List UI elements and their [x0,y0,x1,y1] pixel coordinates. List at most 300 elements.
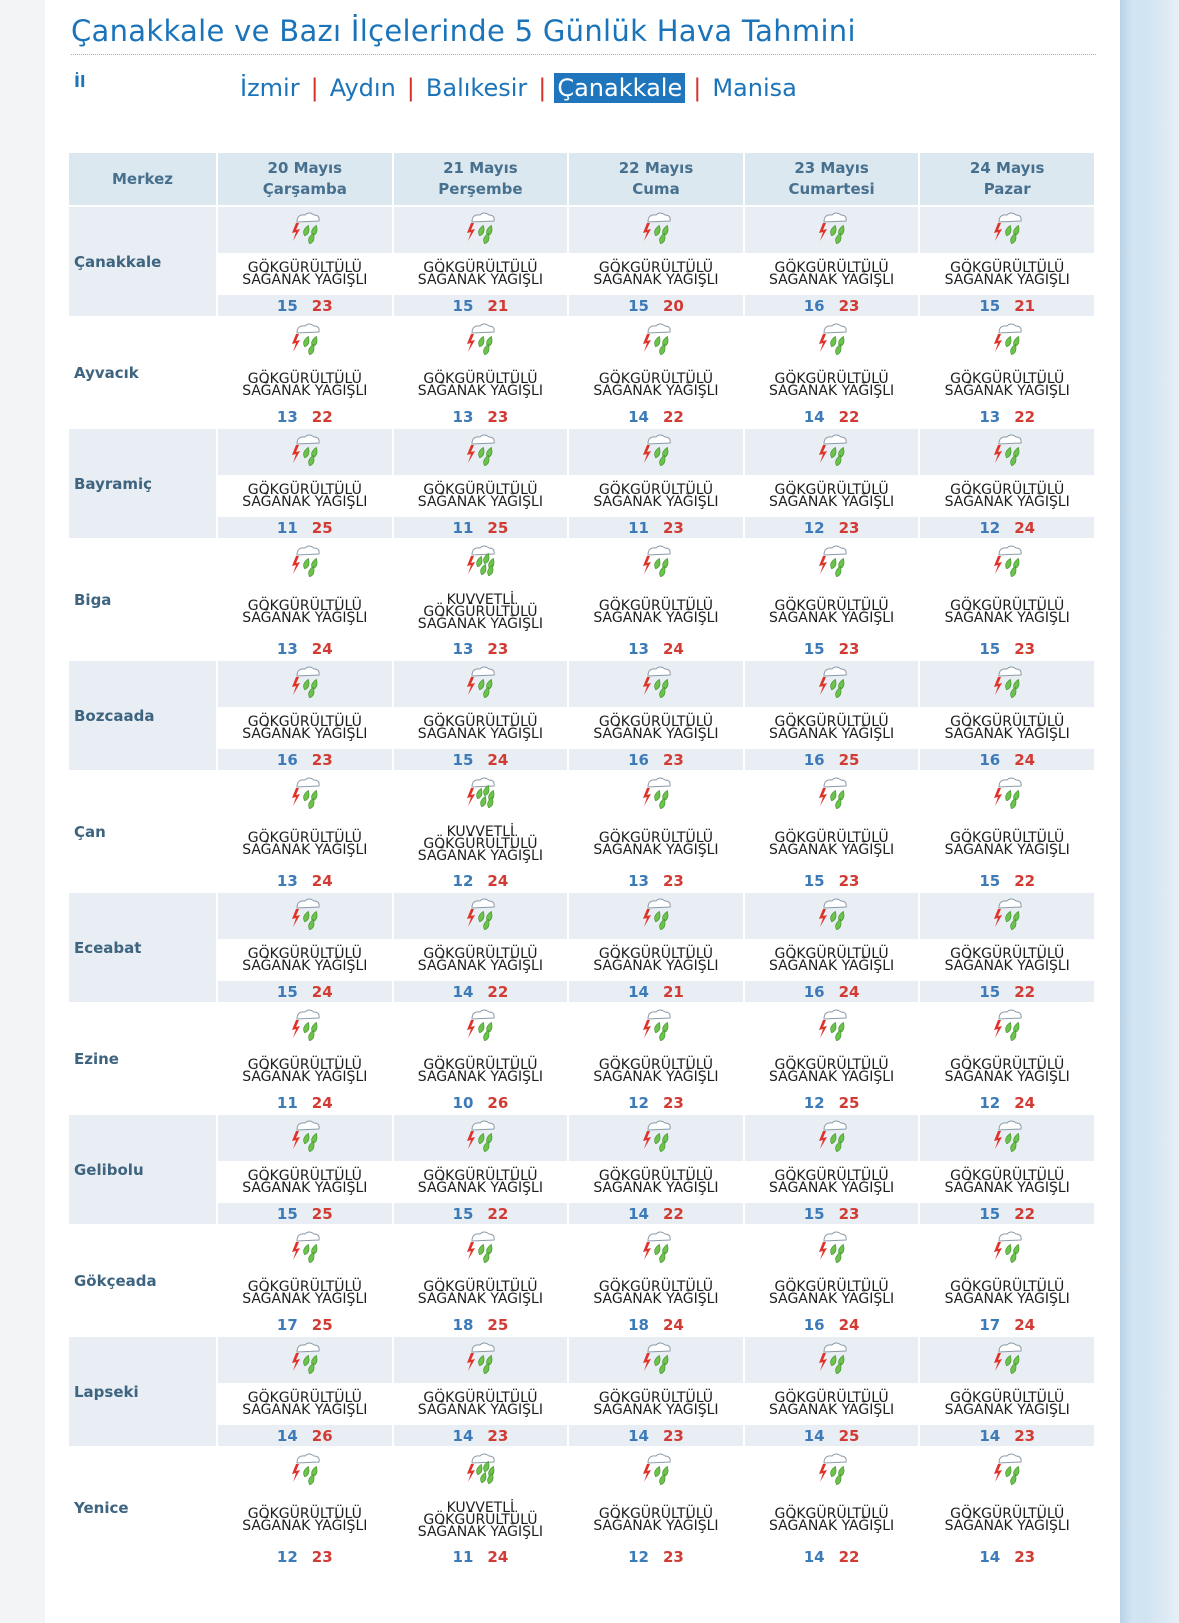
min-temp: 16 [979,750,1001,769]
weather-icon-cell [920,661,1094,707]
city-desc-row [69,1496,1094,1544]
thunder-showers-icon [814,773,850,813]
city-name: Ayvacık [74,363,139,382]
description-line: GÖKGÜRÜLTÜLÜ [774,830,889,846]
thunder-showers-icon [638,208,674,248]
thunder-showers-icon [814,1116,850,1156]
thunder-showers-icon [814,319,850,359]
thunder-showers-icon [989,662,1025,702]
city-desc-row [69,1163,1094,1201]
thunder-showers-icon [814,894,850,934]
max-temp: 24 [838,1315,860,1334]
weather-icon-cell [218,207,392,253]
weather-description [218,477,392,515]
thunder-showers-icon [638,662,674,702]
description-line: SAĞANAK YAĞIŞLI [944,1518,1070,1534]
temperature-cell [569,1314,743,1335]
province-link-manisa[interactable]: Manisa [712,74,797,102]
max-temp: 24 [487,750,509,769]
temperature-cell [920,1203,1094,1224]
temperature-cell [218,1314,392,1335]
city-desc-row [69,1385,1094,1423]
max-temp: 21 [1014,296,1036,315]
weather-icon-cell [920,1115,1094,1161]
description-line: GÖKGÜRÜLTÜLÜ [423,371,538,387]
description-line: SAĞANAK YAĞIŞLI [417,1291,543,1307]
thunder-showers-icon [287,430,323,470]
city-icon-row [69,1226,1094,1272]
weather-description [569,1496,743,1544]
thunder-showers-icon [638,430,674,470]
thunder-showers-icon [287,1116,323,1156]
min-temp: 11 [276,518,298,537]
max-temp: 23 [487,639,509,658]
thunder-showers-icon [287,894,323,934]
weather-description [745,588,919,636]
province-nav [237,70,800,106]
thunder-showers-icon [638,773,674,813]
thunder-showers-icon [462,1005,498,1045]
min-temp: 16 [628,750,649,769]
max-temp: 22 [1014,1204,1036,1223]
max-temp: 20 [662,296,684,315]
weather-description [569,820,743,868]
description-line: KUVVETLİ [446,1500,515,1516]
max-temp: 25 [838,1093,860,1112]
weather-icon-cell [569,661,743,707]
temperature-cell [745,1425,919,1446]
description-line: SAĞANAK YAĞIŞLI [593,1518,719,1534]
max-temp: 23 [838,871,860,890]
thunder-showers-icon [989,773,1025,813]
weather-description [394,588,568,636]
day-weekday: Pazar [983,180,1031,198]
description-line: SAĞANAK YAĞIŞLI [417,1180,543,1196]
nav-separator: | [538,74,547,102]
temperature-cell [745,295,919,316]
description-line: GÖKGÜRÜLTÜLÜ [950,714,1065,730]
weather-description [394,941,568,979]
weather-icon-cell [569,772,743,818]
city-temp-row [69,981,1094,1002]
min-temp: 15 [979,1204,1001,1223]
thunder-showers-icon [814,1005,850,1045]
city-icon-row [69,1337,1094,1383]
weather-icon-cell [394,1004,568,1050]
weather-icon-cell [394,772,568,818]
min-temp: 14 [628,1426,649,1445]
description-line: GÖKGÜRÜLTÜLÜ [950,1057,1065,1073]
city-icon-row [69,318,1094,364]
min-temp: 14 [979,1426,1001,1445]
weather-icon-cell [745,540,919,586]
day-weekday: Cumartesi [788,180,875,198]
description-line: SAĞANAK YAĞIŞLI [944,1402,1070,1418]
city-name: Biga [74,590,112,609]
weather-description [218,709,392,747]
max-temp: 25 [838,1426,860,1445]
temperature-cell [218,981,392,1002]
city-name: Lapseki [69,1337,216,1446]
weather-description [569,1163,743,1201]
description-line: SAĞANAK YAĞIŞLI [768,1518,895,1534]
description-line: SAĞANAK YAĞIŞLI [593,1402,719,1418]
thunder-showers-icon [989,1227,1025,1267]
max-temp: 22 [838,1547,860,1566]
thunder-showers-icon [638,894,674,934]
weather-icon-cell [745,1448,919,1494]
min-temp: 15 [452,750,474,769]
thunder-showers-icon [287,1338,323,1378]
temperature-cell [920,517,1094,538]
description-line: GÖKGÜRÜLTÜLÜ [774,1279,889,1295]
temperature-cell [920,981,1094,1002]
thunder-showers-icon [638,1005,674,1045]
description-line: GÖKGÜRÜLTÜLÜ [774,714,889,730]
weather-description [218,1496,392,1544]
description-line: SAĞANAK YAĞIŞLI [417,1402,543,1418]
weather-icon-cell [218,1448,392,1494]
temperature-cell [394,981,568,1002]
description-line: GÖKGÜRÜLTÜLÜ [598,1506,714,1522]
weather-icon-cell [394,661,568,707]
temperature-cell [394,517,568,538]
thunder-showers-icon [814,662,850,702]
weather-icon-cell [920,1448,1094,1494]
min-temp: 14 [276,1426,298,1445]
city-name: Yenice [74,1498,129,1517]
max-temp: 23 [487,1426,509,1445]
description-line: SAĞANAK YAĞIŞLI [242,610,368,626]
weather-icon-cell [394,1226,568,1272]
min-temp: 13 [979,407,1001,426]
temperature-cell [218,1546,392,1567]
weather-icon-cell [394,540,568,586]
weather-icon-cell [745,318,919,364]
min-temp: 15 [628,296,649,315]
description-line: GÖKGÜRÜLTÜLÜ [423,1057,538,1073]
weather-description [745,820,919,868]
weather-description [745,1385,919,1423]
description-line: SAĞANAK YAĞIŞLI [242,842,368,858]
min-temp: 18 [628,1315,649,1334]
right-band-edge [1120,0,1134,1623]
weather-description [745,1274,919,1312]
temperature-cell [745,1092,919,1113]
min-temp: 11 [628,518,649,537]
temperature-cell [218,638,392,659]
city-desc-row [69,366,1094,404]
temperature-cell [920,870,1094,891]
description-line: SAĞANAK YAĞIŞLI [768,272,895,288]
max-temp: 22 [1014,982,1036,1001]
weather-description [569,1385,743,1423]
max-temp: 23 [662,1426,684,1445]
weather-description [569,1052,743,1090]
min-temp: 12 [628,1547,649,1566]
description-line: GÖKGÜRÜLTÜLÜ [598,946,714,962]
thunder-showers-icon [462,319,498,359]
il-label: İl [74,72,86,91]
min-temp: 12 [803,518,825,537]
thunder-showers-icon [287,208,323,248]
city-icon-row [69,1115,1094,1161]
max-temp: 23 [662,1547,684,1566]
description-line: SAĞANAK YAĞIŞLI [242,726,368,742]
weather-description [745,709,919,747]
temperature-cell [394,295,568,316]
description-line: GÖKGÜRÜLTÜLÜ [950,1168,1065,1184]
thunder-showers-icon [287,773,323,813]
thunder-showers-icon [638,1116,674,1156]
min-temp: 17 [979,1315,1001,1334]
description-line: GÖKGÜRÜLTÜLÜ [247,714,362,730]
weather-icon-cell [218,540,392,586]
province-link-izmir[interactable]: İzmir [240,74,300,102]
description-line: GÖKGÜRÜLTÜLÜ [950,371,1065,387]
description-line: SAĞANAK YAĞIŞLI [944,842,1070,858]
min-temp: 13 [628,639,649,658]
city-icon-row [69,1448,1094,1494]
min-temp: 15 [979,296,1001,315]
thunder-showers-icon [638,1338,674,1378]
description-line: SAĞANAK YAĞIŞLI [593,1180,719,1196]
weather-description [920,366,1094,404]
min-temp: 14 [803,407,825,426]
thunder-showers-icon [287,1449,323,1489]
thunder-showers-icon [287,1116,323,1156]
description-line: SAĞANAK YAĞIŞLI [242,494,368,510]
description-line: SAĞANAK YAĞIŞLI [944,726,1070,742]
city-desc-row [69,820,1094,868]
max-temp: 23 [838,639,860,658]
description-line: SAĞANAK YAĞIŞLI [417,1524,543,1540]
temperature-cell [569,749,743,770]
description-line: SAĞANAK YAĞIŞLI [944,1291,1070,1307]
description-line: GÖKGÜRÜLTÜLÜ [247,1168,362,1184]
description-line: GÖKGÜRÜLTÜLÜ [598,1057,714,1073]
province-link-aydın[interactable]: Aydın [329,74,396,102]
weather-icon-cell [218,429,392,475]
thunder-showers-icon [638,773,674,813]
thunder-showers-icon [989,662,1025,702]
thunder-showers-icon [638,1449,674,1489]
thunder-showers-icon [287,319,323,359]
description-line: SAĞANAK YAĞIŞLI [242,1180,368,1196]
day-date: 21 Mayıs [443,159,518,177]
weather-description [394,1496,568,1544]
description-line: GÖKGÜRÜLTÜLÜ [247,482,362,498]
city-temp-row [69,1092,1094,1113]
description-line: GÖKGÜRÜLTÜLÜ [598,371,714,387]
thunder-showers-icon [989,1005,1025,1045]
thunder-showers-icon [638,662,674,702]
thunder-showers-icon [462,894,498,934]
thunder-showers-icon [287,208,323,248]
max-temp: 24 [838,982,860,1001]
description-line: GÖKGÜRÜLTÜLÜ [247,1506,362,1522]
heavy-thunder-showers-icon [462,1449,498,1489]
heavy-thunder-showers-icon [462,1449,498,1489]
description-line: GÖKGÜRÜLTÜLÜ [598,1390,714,1406]
description-line: KUVVETLİ [446,824,515,840]
weather-description [394,366,568,404]
city-name: Bozcaada [69,661,216,770]
temperature-cell [745,406,919,427]
corner-header: Merkez [69,153,216,205]
description-line: GÖKGÜRÜLTÜLÜ [423,714,538,730]
min-temp: 14 [628,982,649,1001]
temperature-cell [569,1203,743,1224]
min-temp: 12 [628,1093,649,1112]
max-temp: 22 [838,407,860,426]
province-link-balıkesir[interactable]: Balıkesir [425,74,528,102]
city-desc-row [69,255,1094,293]
weather-description [920,709,1094,747]
max-temp: 23 [1014,1426,1036,1445]
thunder-showers-icon [287,1227,323,1267]
description-line: GÖKGÜRÜLTÜLÜ [423,836,538,852]
weather-description [569,477,743,515]
temperature-cell [745,638,919,659]
weather-icon-cell [920,893,1094,939]
temperature-cell [394,1314,568,1335]
thunder-showers-icon [287,894,323,934]
max-temp: 23 [662,518,684,537]
min-temp: 18 [452,1315,474,1334]
weather-description [920,820,1094,868]
thunder-showers-icon [287,773,323,813]
description-line: SAĞANAK YAĞIŞLI [417,272,543,288]
weather-icon-cell [218,1004,392,1050]
min-temp: 15 [803,1204,825,1223]
description-line: GÖKGÜRÜLTÜLÜ [774,482,889,498]
weather-icon-cell [569,1337,743,1383]
thunder-showers-icon [287,541,323,581]
description-line: GÖKGÜRÜLTÜLÜ [598,260,714,276]
max-temp: 25 [838,750,860,769]
min-temp: 11 [452,518,474,537]
description-line: GÖKGÜRÜLTÜLÜ [774,260,889,276]
description-line: SAĞANAK YAĞIŞLI [242,1069,368,1085]
description-line: GÖKGÜRÜLTÜLÜ [598,714,714,730]
description-line: SAĞANAK YAĞIŞLI [593,272,719,288]
thunder-showers-icon [814,208,850,248]
temperature-cell [218,517,392,538]
weather-icon-cell [394,1337,568,1383]
min-temp: 13 [276,407,298,426]
max-temp: 24 [311,871,333,890]
max-temp: 23 [662,750,684,769]
weather-icon-cell [218,661,392,707]
thunder-showers-icon [638,319,674,359]
day-header [920,153,1094,205]
province-link-çanakkale[interactable]: Çanakkale [554,73,685,103]
weather-description [920,255,1094,293]
thunder-showers-icon [989,208,1025,248]
max-temp: 23 [838,296,860,315]
description-line: GÖKGÜRÜLTÜLÜ [598,1279,714,1295]
weather-description [394,1163,568,1201]
thunder-showers-icon [462,1227,498,1267]
description-line: GÖKGÜRÜLTÜLÜ [774,946,889,962]
temperature-cell [218,749,392,770]
description-line: SAĞANAK YAĞIŞLI [768,726,895,742]
temperature-cell [569,1546,743,1567]
day-date: 22 Mayıs [618,159,694,177]
thunder-showers-icon [638,894,674,934]
temperature-cell [745,981,919,1002]
temperature-cell [569,638,743,659]
max-temp: 24 [311,639,333,658]
min-temp: 14 [452,1426,474,1445]
min-temp: 15 [979,871,1001,890]
min-temp: 13 [452,639,474,658]
city-name: Eceabat [69,893,216,1002]
table-header-row [69,153,1094,205]
description-line: GÖKGÜRÜLTÜLÜ [950,482,1065,498]
description-line: SAĞANAK YAĞIŞLI [944,1180,1070,1196]
day-header [218,153,392,205]
weather-description [745,255,919,293]
thunder-showers-icon [814,1227,850,1267]
thunder-showers-icon [462,1338,498,1378]
weather-description [920,1496,1094,1544]
description-line: GÖKGÜRÜLTÜLÜ [247,260,362,276]
thunder-showers-icon [287,1338,323,1378]
min-temp: 15 [452,1204,474,1223]
temperature-cell [920,749,1094,770]
temperature-cell [394,1546,568,1567]
min-temp: 13 [628,871,649,890]
description-line: GÖKGÜRÜLTÜLÜ [423,604,538,620]
forecast-table [67,151,1096,1569]
min-temp: 13 [276,639,298,658]
description-line: SAĞANAK YAĞIŞLI [593,726,719,742]
min-temp: 15 [803,639,825,658]
thunder-showers-icon [462,662,498,702]
thunder-showers-icon [989,430,1025,470]
description-line: SAĞANAK YAĞIŞLI [944,610,1070,626]
temperature-cell [745,1546,919,1567]
description-line: SAĞANAK YAĞIŞLI [417,1069,543,1085]
description-line: GÖKGÜRÜLTÜLÜ [247,830,362,846]
thunder-showers-icon [814,430,850,470]
description-line: SAĞANAK YAĞIŞLI [768,494,895,510]
description-line: GÖKGÜRÜLTÜLÜ [423,1390,538,1406]
max-temp: 24 [311,1093,333,1112]
weather-icon-cell [569,1004,743,1050]
thunder-showers-icon [287,1005,323,1045]
weather-description [218,1385,392,1423]
temperature-cell [218,295,392,316]
thunder-showers-icon [989,541,1025,581]
description-line: GÖKGÜRÜLTÜLÜ [423,1512,538,1528]
max-temp: 23 [1014,1547,1036,1566]
max-temp: 23 [662,1093,684,1112]
temperature-cell [745,1203,919,1224]
description-line: SAĞANAK YAĞIŞLI [593,958,719,974]
day-header [569,153,743,205]
city-temp-row [69,295,1094,316]
description-line: SAĞANAK YAĞIŞLI [768,958,895,974]
weather-description [218,820,392,868]
thunder-showers-icon [638,1005,674,1045]
weather-description [569,588,743,636]
min-temp: 15 [803,871,825,890]
max-temp: 23 [311,750,333,769]
temperature-cell [394,749,568,770]
